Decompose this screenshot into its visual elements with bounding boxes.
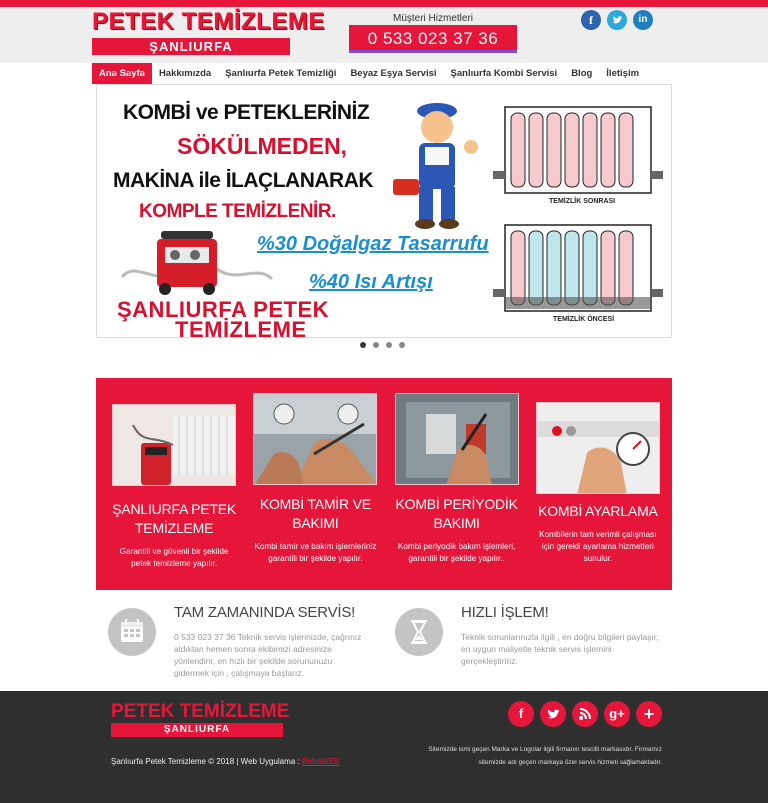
slide-headline-1: KOMBİ ve PETEKLERİNİZ [123,101,370,124]
feature-text-service: 0 533 023 37 36 Teknik servis işlerinizde, çağrınız aldıktan hemen sonra ekibimizi adresinize yönlendirir, en hızlı bir şekilde sorununuzu gidermek için , çalışmaya başlarız. [174,632,362,678]
service-text-ayarlama: Kombilerin tam verimli çalışması için gerekli ayarlama hizmetleri sunulur. [539,530,657,563]
slide-headline-4: KOMPLE TEMİZLENİR. [139,201,336,222]
service-image-periyodik [395,393,519,485]
radiator-after-label: TEMİZLİK SONRASI [549,198,616,205]
feature-text-speed: Teknik sorunlarınızla ilgili , en doğru bilgileri paylaşır, en uygun maliyetle teknik servis işlemini gerçekleştiririz. [461,632,659,666]
credit-link[interactable]: RehaWEB [301,757,340,766]
footer-trademark-note [402,743,662,769]
service-card-periyodik[interactable] [390,378,524,590]
nav-item-ana-sayfa[interactable]: Ana Sayfa [92,63,152,84]
facebook-icon[interactable]: f [581,10,601,30]
hero-slider[interactable] [96,84,672,338]
nav-item-kombi-servisi[interactable]: Şanlıurfa Kombi Servisi [450,68,558,79]
plumber-mascot-image [389,101,484,231]
service-card-tamir[interactable] [248,378,382,590]
footer-note-line-2: sitemizde adı geçen markaya özel servis hizmeti sağlamaktadır. [478,759,662,766]
calendar-icon [108,608,156,656]
slider-dot-4[interactable] [399,342,405,348]
google-plus-icon[interactable]: g+ [604,701,630,727]
slider-dot-1[interactable] [360,342,366,348]
radiator-before-image [493,219,663,323]
hotline-number[interactable]: 0 533 023 37 36 [349,25,517,53]
copyright-text: Şanlıurfa Petek Temizleme © 2018 | Web Uygulama : [111,757,302,766]
main-nav [92,63,646,84]
radiator-after-image [493,101,663,205]
slide-savings: %30 Doğalgaz Tasarrufu [257,233,489,255]
service-card-petek[interactable] [107,378,241,590]
slide-headline-2: SÖKÜLMEDEN, [177,133,347,159]
slider-dot-3[interactable] [386,342,392,348]
rss-icon[interactable] [572,701,598,727]
footer-logo[interactable] [111,701,290,737]
service-title-periyodik: KOMBİ PERİYODİK BAKIMI [395,496,518,531]
service-card-ayarlama[interactable] [531,378,665,590]
hourglass-icon [395,608,443,656]
service-text-tamir: Kombi tamir ve bakım işlemleriniz garantili bir şekilde yapılır. [254,542,377,563]
footer-logo-title: PETEK TEMİZLEME [111,701,290,722]
logo-title: PETEK TEMİZLEME [92,8,325,35]
service-text-petek: Garantili ve güvenli bir şekilde petek temizleme yapılır. [119,547,229,568]
service-image-petek [112,404,236,486]
site-logo[interactable] [92,8,325,56]
facebook-icon[interactable]: f [508,701,534,727]
service-text-periyodik: Kombi periyodik bakım işlemleri, garantili bir şekilde yapılır.. [397,542,516,563]
service-image-ayarlama [536,402,660,494]
top-accent-bar [0,0,768,7]
nav-item-beyaz-esya[interactable]: Beyaz Eşya Servisi [350,68,437,79]
feature-title-speed: HIZLI İŞLEM! [461,604,549,621]
twitter-icon[interactable] [540,701,566,727]
slide-headline-3: MAKİNA ile İLAÇLANARAK [113,169,374,192]
header-social-links [581,10,653,30]
nav-item-blog[interactable]: Blog [571,68,593,79]
footer-copyright [111,757,339,766]
hotline-label: Müşteri Hizmetleri [392,13,473,24]
footer-social-links [508,701,662,727]
slider-pagination [360,342,405,348]
footer-logo-subtitle: ŞANLIURFA [111,723,283,737]
feature-title-service: TAM ZAMANINDA SERVİS! [174,604,356,621]
slide-brand-1: ŞANLIURFA PETEK [117,297,330,322]
service-title-petek: ŞANLIURFA PETEK TEMİZLEME [112,501,237,536]
nav-item-hakkimizda[interactable]: Hakkımızda [158,68,212,79]
service-title-tamir: KOMBİ TAMİR VE BAKIMI [259,496,371,531]
logo-subtitle: ŞANLIURFA [92,38,290,55]
service-image-tamir [253,393,377,485]
linkedin-icon[interactable]: in [633,10,653,30]
nav-item-iletisim[interactable]: İletişim [606,68,640,79]
slide-brand-2: TEMİZLEME [175,317,307,338]
plus-icon[interactable]: + [636,701,662,727]
twitter-icon[interactable] [607,10,627,30]
site-footer [0,691,768,803]
cleaning-machine-image [117,229,277,299]
nav-item-petek-temizligi[interactable]: Şanlıurfa Petek Temizliği [225,68,337,79]
service-title-ayarlama: KOMBİ AYARLAMA [538,503,658,519]
slider-dot-2[interactable] [373,342,379,348]
footer-note-line-1: Sitemizde ismi geçen Marka ve Logolar ilgili firmanın tescilli markasıdır. Firmamız [428,746,662,753]
slide-heat-gain: %40 Isı Artışı [309,271,433,293]
services-section [96,378,672,590]
radiator-before-label: TEMİZLİK ÖNCESİ [553,316,615,323]
